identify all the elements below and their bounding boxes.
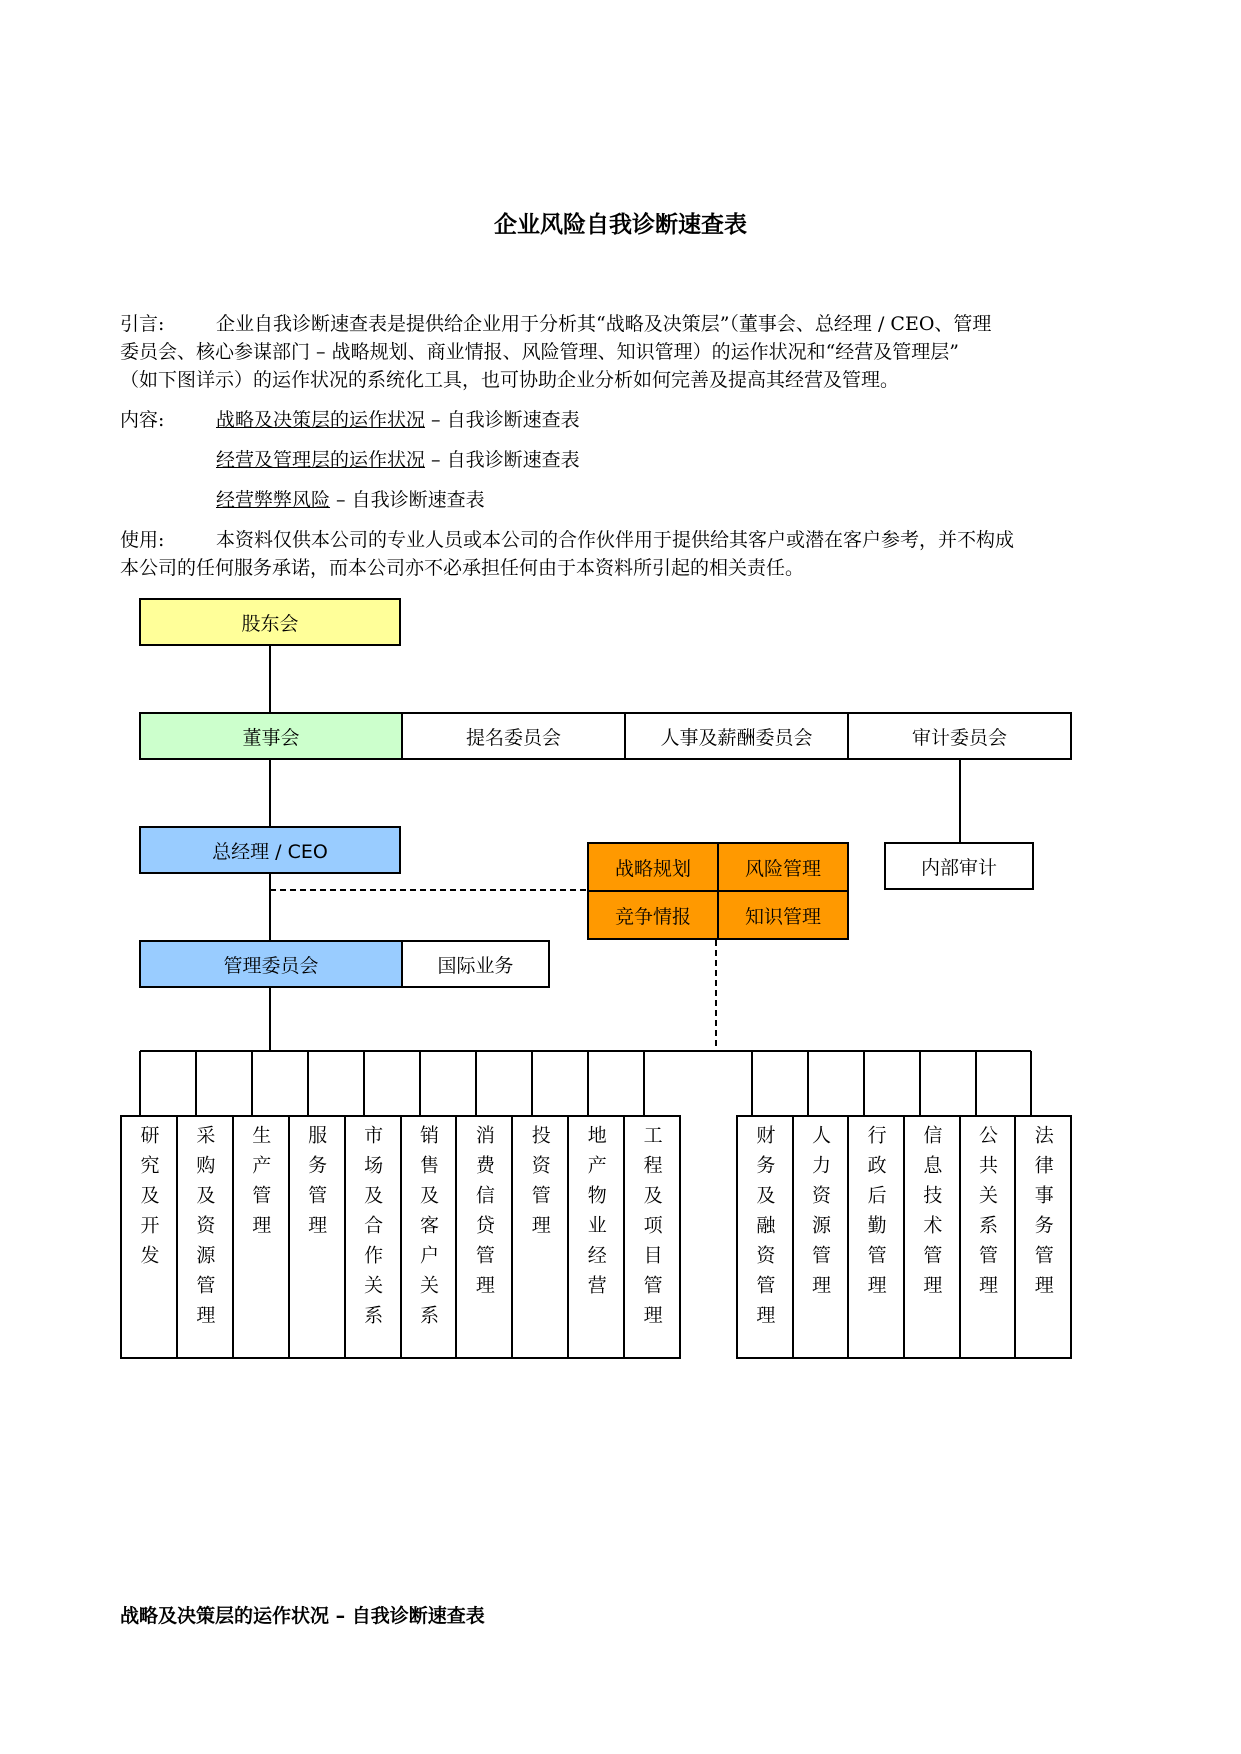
contents-suffix: – 自我诊断速查表 [330,489,485,511]
hr-compensation-committee-box [624,714,847,758]
knowledge-management-box [717,892,847,938]
department-box [288,1117,344,1357]
audit-committee-box [847,714,1070,758]
internal-audit-box [884,842,1034,890]
usage-label: 使用: [120,529,165,551]
internal-audit-label: 内部审计 [920,856,997,879]
competitive-intelligence-box [589,892,717,938]
intro-line-1: 企业自我诊断速查表是提供给企业用于分析其“战略及决策层”（董事会、总经理 / CEO、管理 [216,313,992,335]
department-box [959,1117,1015,1357]
department-box [623,1117,679,1357]
department-label: 研究及开发 [137,1125,160,1275]
intro-line-2: 委员会、核心参谋部门 – 战略规划、商业情报、风险管理、知识管理）的运作状况和“经营及管理层” [120,341,960,363]
board-box [141,714,401,758]
department-box [567,1117,623,1357]
department-label: 法律事务管理 [1031,1125,1054,1305]
department-label: 市场及合作关系 [361,1125,384,1335]
department-label: 信息技术管理 [920,1125,943,1305]
staff-row-top [587,842,849,892]
section-heading: 战略及决策层的运作状况 – 自我诊断速查表 [120,1605,485,1627]
contents-suffix: – 自我诊断速查表 [425,409,580,431]
department-label: 行政后勤管理 [864,1125,887,1305]
department-label: 工程及项目管理 [640,1125,663,1335]
ceo-label: 总经理 / CEO [212,840,328,863]
contents-link-risk[interactable]: 经营弊弊风险 [216,489,331,511]
department-box [122,1117,176,1357]
department-label: 地产物业经营 [584,1125,607,1305]
board-row [139,712,1072,760]
management-committee-box [141,942,401,986]
usage-line-2: 本公司的任何服务承诺，而本公司亦不必承担任何由于本资料所引起的相关责任。 [120,557,805,579]
department-label: 生产管理 [249,1125,272,1245]
strategy-planning-box [589,844,717,890]
department-box [344,1117,400,1357]
department-label: 销售及客户关系 [416,1125,439,1335]
department-box [903,1117,959,1357]
department-label: 人力资源管理 [809,1125,831,1305]
intro-line-3: （如下图详示）的运作状况的系统化工具，也可协助企业分析如何完善及提高其经营及管理。 [120,369,900,391]
contents-link-strategy[interactable]: 战略及决策层的运作状况 [216,409,426,431]
staff-label: 风险管理 [744,857,821,880]
department-box [738,1117,792,1357]
department-label: 财务及融资管理 [753,1125,776,1335]
committee-label: 提名委员会 [465,726,561,749]
contents-link-operations[interactable]: 经营及管理层的运作状况 [216,449,426,471]
departments-left [120,1115,681,1359]
nomination-committee-box [401,714,624,758]
department-label: 投资管理 [528,1125,551,1245]
shareholders-label: 股东会 [241,612,299,635]
usage-line-1: 本资料仅供本公司的专业人员或本公司的合作伙伴用于提供给其客户或潜在客户参考，并不构成 [216,529,1015,551]
staff-label: 战略规划 [614,857,691,880]
page-title: 企业风险自我诊断速查表 [494,212,747,238]
department-box [455,1117,511,1357]
staff-row-bottom [587,890,849,940]
contents-suffix: – 自我诊断速查表 [425,449,580,471]
department-label: 消费信贷管理 [472,1125,495,1305]
shareholders-box [139,598,401,646]
risk-management-box [717,844,847,890]
international-business-box [401,942,548,986]
department-box [176,1117,232,1357]
department-label: 公共关系管理 [976,1125,999,1305]
contents-label: 内容: [120,409,165,431]
committee-label: 人事及薪酬委员会 [660,726,813,749]
department-box [511,1117,567,1357]
department-box [1014,1117,1070,1357]
department-box [847,1117,903,1357]
staff-label: 知识管理 [744,905,821,928]
department-box [232,1117,288,1357]
management-committee-label: 管理委员会 [223,954,319,977]
department-label: 服务管理 [305,1125,328,1245]
board-label: 董事会 [242,726,300,749]
committee-label: 审计委员会 [911,726,1007,749]
department-box [400,1117,456,1357]
management-row [139,940,550,988]
staff-label: 竞争情报 [614,905,691,928]
department-label: 采购及资源管理 [193,1125,216,1335]
international-label: 国际业务 [437,954,514,977]
intro-label: 引言: [120,313,165,335]
ceo-box [139,826,401,874]
department-box [792,1117,848,1357]
departments-right [736,1115,1072,1359]
